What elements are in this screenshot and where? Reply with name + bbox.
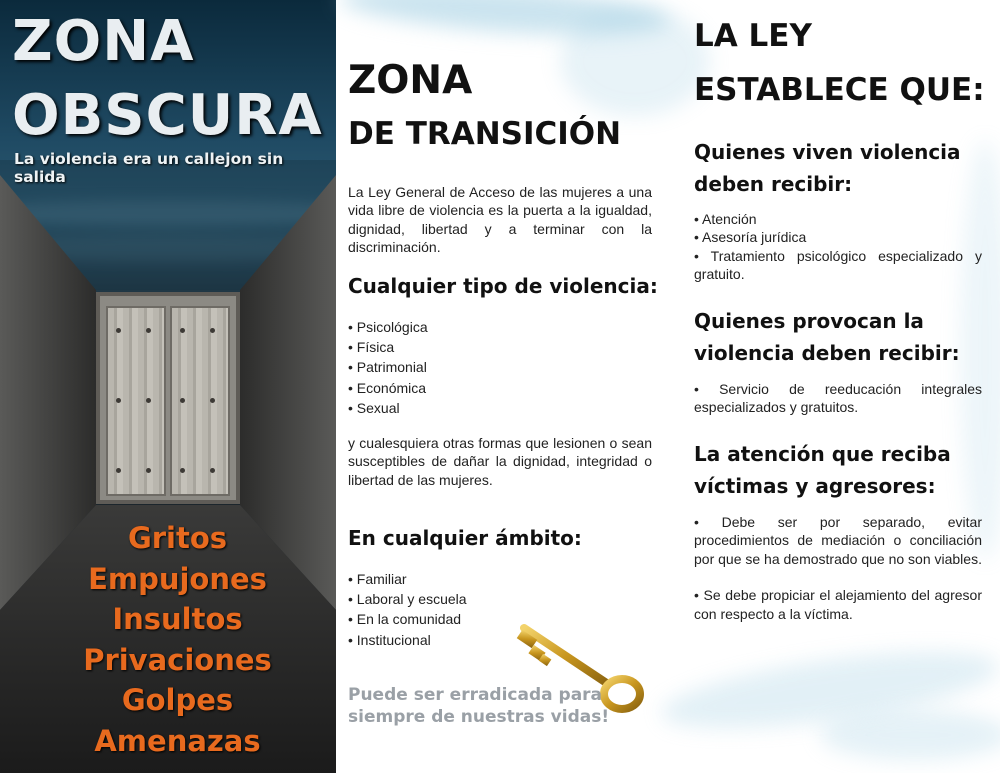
attention-heading-line1: La atención que reciba [694, 442, 951, 466]
word-item: Golpes [121, 683, 234, 717]
middle-intro: La Ley General de Acceso de las mujeres a una vida libre de violencia es la puerta a la igualdad, dignidad, libertad y a terminar con la discriminación. [348, 184, 652, 256]
list-item: • Tratamiento psicológico especializado y gratuito. [694, 247, 982, 284]
list-item: • Institucional [348, 630, 467, 650]
attention-list [694, 513, 982, 623]
aggressors-heading [694, 305, 960, 369]
wisp-decoration [960, 140, 1000, 560]
list-item: • Psicológica [348, 317, 428, 337]
word-item: Gritos [127, 521, 228, 555]
wisp-decoration [560, 6, 710, 116]
violence-words [0, 518, 336, 761]
list-item: • Debe ser por separado, evitar procedimientos de mediación o conciliación por que se ha demostrado que no son viables. [694, 513, 982, 568]
attention-heading-line2: víctimas y agresores: [694, 474, 936, 498]
word-item: Privaciones [83, 642, 272, 677]
aggressors-list [694, 380, 982, 417]
list-item: • Servicio de reeducación integrales especializados y gratuitos. [694, 380, 982, 417]
left-panel [0, 0, 336, 773]
left-subtitle: La violencia era un callejon sin salida [14, 150, 284, 186]
closing-line2: siempre de nuestras vidas! [348, 707, 610, 727]
middle-title-line2: DE TRANSICIÓN [348, 116, 622, 152]
word-item: Insultos [112, 602, 243, 636]
right-title-line1: LA LEY [694, 18, 812, 54]
list-item: • En la comunidad [348, 609, 467, 629]
list-item: • Asesoría jurídica [694, 228, 982, 246]
ambito-heading: En cualquier ámbito: [348, 526, 582, 550]
door-leaf-right [170, 306, 230, 496]
closing-message [348, 684, 609, 728]
door [96, 292, 240, 504]
victims-list [694, 210, 982, 284]
wisp-decoration [820, 710, 1000, 760]
left-title-line1: ZONA [12, 9, 195, 74]
list-item: • Económica [348, 378, 428, 398]
victims-heading-line1: Quienes viven violencia [694, 140, 961, 164]
list-item: • Familiar [348, 569, 467, 589]
attention-heading [694, 438, 951, 502]
left-title-line2: OBSCURA [12, 83, 323, 148]
types-note: y cualesquiera otras formas que lesionen o sean susceptibles de dañar la dignidad, integridad o libertad de las mujeres. [348, 435, 652, 488]
types-heading: Cualquier tipo de violencia: [348, 274, 658, 298]
right-title-line2: ESTABLECE QUE: [694, 72, 985, 108]
ambito-list [348, 569, 467, 650]
list-item: • Laboral y escuela [348, 589, 467, 609]
word-item: Amenazas [94, 723, 261, 758]
victims-heading-line2: deben recibir: [694, 172, 853, 196]
list-item: • Física [348, 337, 428, 357]
list-item: • Atención [694, 210, 982, 228]
list-item: • Patrimonial [348, 357, 428, 377]
victims-heading [694, 136, 961, 200]
aggressors-heading-line1: Quienes provocan la [694, 309, 924, 333]
middle-title-line1: ZONA [348, 58, 473, 103]
word-item: Empujones [88, 561, 267, 596]
types-list [348, 317, 428, 418]
aggressors-heading-line2: violencia deben recibir: [694, 341, 960, 365]
list-item: • Se debe propiciar el alejamiento del agresor con respecto a la víctima. [694, 586, 982, 623]
door-leaf-left [106, 306, 166, 496]
list-item: • Sexual [348, 398, 428, 418]
closing-line1: Puede ser erradicada para [348, 685, 603, 705]
